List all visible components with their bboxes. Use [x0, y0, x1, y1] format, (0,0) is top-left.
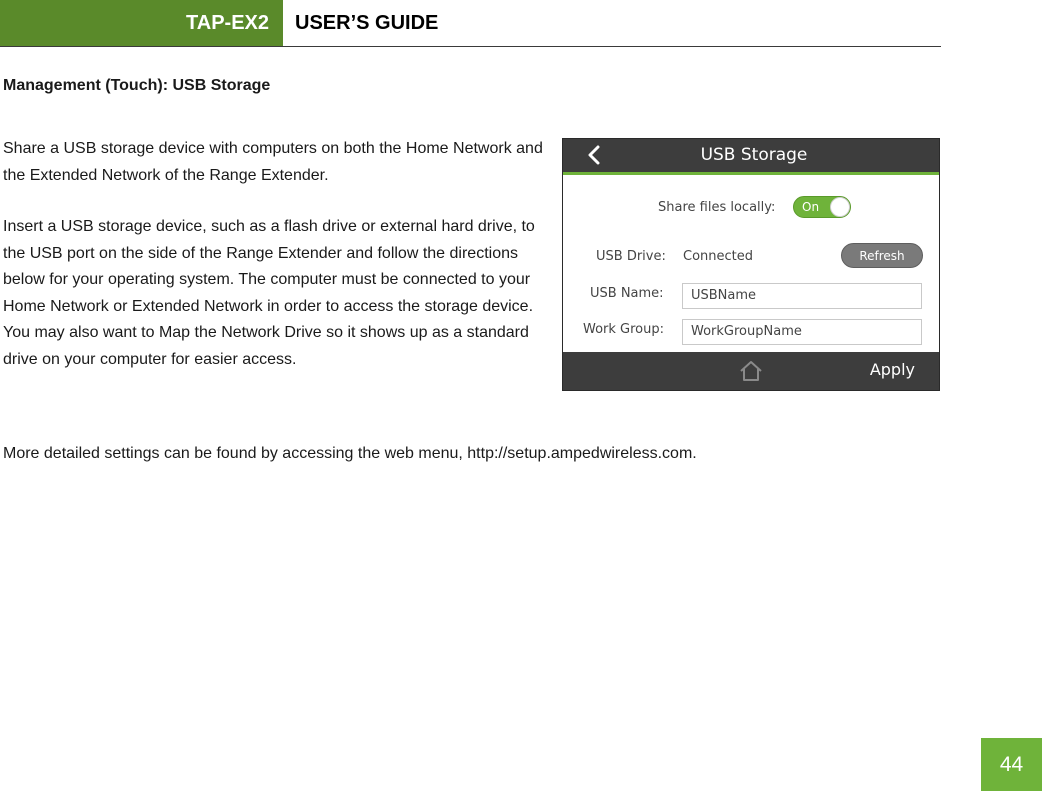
header-product-name: TAP-EX2 [186, 11, 269, 34]
share-files-label: Share files locally: [658, 200, 776, 215]
screenshot-accent-line [563, 172, 939, 175]
usb-name-field[interactable]: USBName [682, 283, 922, 309]
page-number: 44 [999, 753, 1024, 776]
header-product-tab [0, 0, 283, 46]
home-icon[interactable] [739, 360, 763, 382]
share-files-toggle[interactable] [793, 196, 851, 218]
work-group-field[interactable]: WorkGroupName [682, 319, 922, 345]
usb-name-label: USB Name: [590, 286, 664, 301]
web-menu-paragraph: More detailed settings can be found by accessing the web menu, http://setup.ampedwireless.com. [3, 445, 697, 462]
toggle-on-label: On [802, 200, 820, 214]
header-divider [0, 46, 941, 47]
usb-drive-status: Connected [683, 249, 754, 264]
toggle-knob [830, 197, 850, 217]
section-title: Management (Touch): USB Storage [3, 77, 271, 94]
usb-drive-label: USB Drive: [596, 249, 666, 264]
work-group-label: Work Group: [583, 322, 665, 337]
intro-paragraph: Share a USB storage device with computers on both the Home Network and the Extended Network of the Range Extender. [3, 140, 543, 184]
header-guide-title: USER’S GUIDE [295, 12, 439, 34]
refresh-button[interactable]: Refresh [841, 243, 923, 268]
chevron-left-icon[interactable] [585, 145, 605, 165]
screenshot-title-bar [563, 139, 939, 172]
screenshot-bottom-bar [563, 352, 939, 390]
usb-storage-screenshot [562, 138, 940, 391]
page-number-badge [981, 738, 1042, 791]
screenshot-title: USB Storage [700, 145, 808, 165]
instructions-paragraph: Insert a USB storage device, such as a flash drive or external hard drive, to the USB port on the side of the Range Extender and follow the directions below for your operating system. The computer must be connected to your Home Network or Extended Network in order to access the storage device. You may also want to Map the Network Drive so it shows up as a standard drive on your computer for easier access. [3, 218, 535, 368]
apply-button[interactable]: Apply [869, 360, 915, 379]
